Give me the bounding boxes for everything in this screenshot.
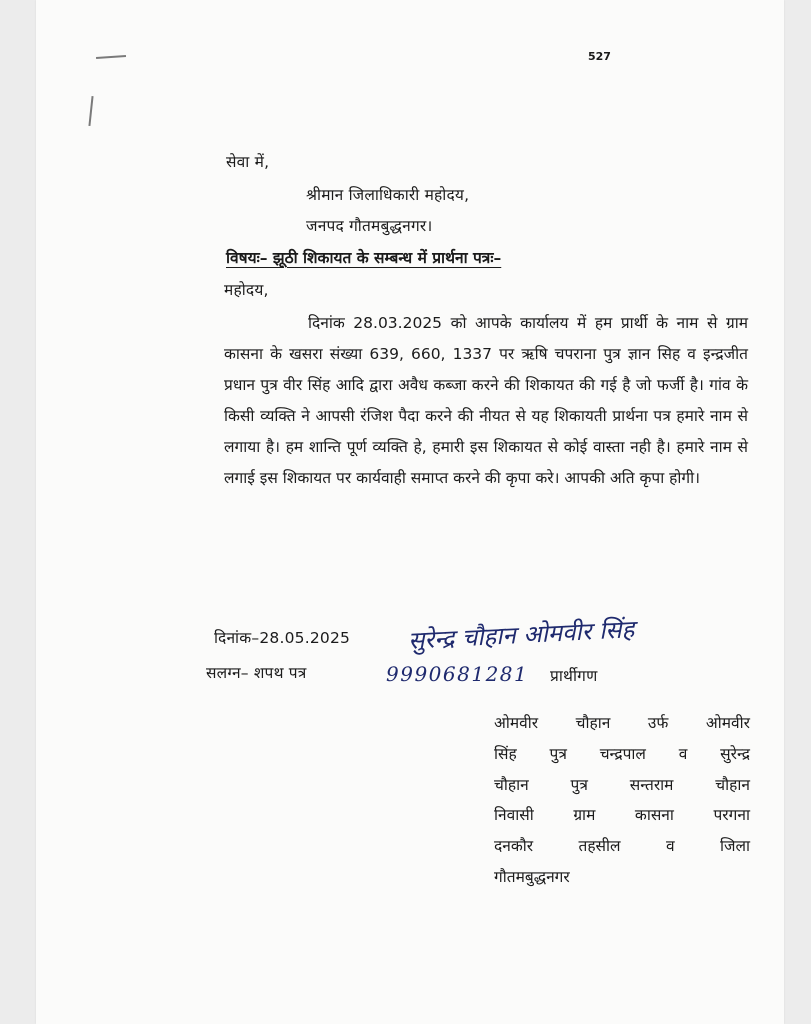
address-line: निवासी ग्राम कासना परगना xyxy=(494,806,750,825)
address-line: ओमवीर चौहान उर्फ ओमवीर xyxy=(494,714,750,732)
handwritten-signature: सुरेन्द्र चौहान ओमवीर सिंह xyxy=(407,615,635,655)
letter-body: दिनांक 28.03.2025 को आपके कार्यालय में हम प्रार्थी के नाम से ग्राम कासना के खसरा संख्या 639, 660, 1337 पर ऋषि चपराना पुत्र ज्ञान सिह व इन्द्रजीत प्रधान पुत्र वीर सिंह आदि द्वारा अवैध कब्जा करने की शिकायत की गई है जो फर्जी है। गांव के किसी व्यक्ति ने आपसी रंजिश पैदा करने की नीयत से यह शिकायती प्रार्थना पत्र हमारे नाम से लगाया है। हम शान्ति पूर्ण व्यक्ति हे, हमारी इस शिकायत से कोई वास्ता नही है। हमारे नाम से लगाई इस शिकायत पर कार्यवाही समाप्त करने की कृपा करे। आपकी अति कृपा होगी। xyxy=(224,314,748,487)
stray-mark-vertical xyxy=(88,96,93,126)
enclosure-line: सलग्न– शपथ पत्र xyxy=(206,664,307,682)
greeting: महोदय, xyxy=(224,281,269,299)
subject-line: विषयः– झूठी शिकायत के सम्बन्ध में प्रार्थना पत्रः– xyxy=(226,249,502,267)
page-number: 527 xyxy=(588,50,611,63)
address-line: गौतमबुद्धनगर xyxy=(494,867,570,886)
salutation-line: सेवा में, xyxy=(226,153,270,171)
address-line: चौहान पुत्र सन्तराम चौहान xyxy=(494,775,750,794)
stray-mark-horizontal xyxy=(96,55,126,59)
applicants-label: प्रार्थीगण xyxy=(550,667,598,685)
date-line: दिनांक–28.05.2025 xyxy=(214,629,351,647)
recipient-title: श्रीमान जिलाधिकारी महोदय, xyxy=(306,186,470,204)
address-line: सिंह पुत्र चन्द्रपाल व सुरेन्द्र xyxy=(494,744,750,763)
recipient-district: जनपद गौतमबुद्धनगर। xyxy=(306,217,433,235)
address-line: दनकौर तहसील व जिला xyxy=(494,837,750,856)
applicants-address xyxy=(494,708,750,893)
document-page xyxy=(36,0,784,1024)
handwritten-phone: 9990681281 xyxy=(386,662,529,686)
